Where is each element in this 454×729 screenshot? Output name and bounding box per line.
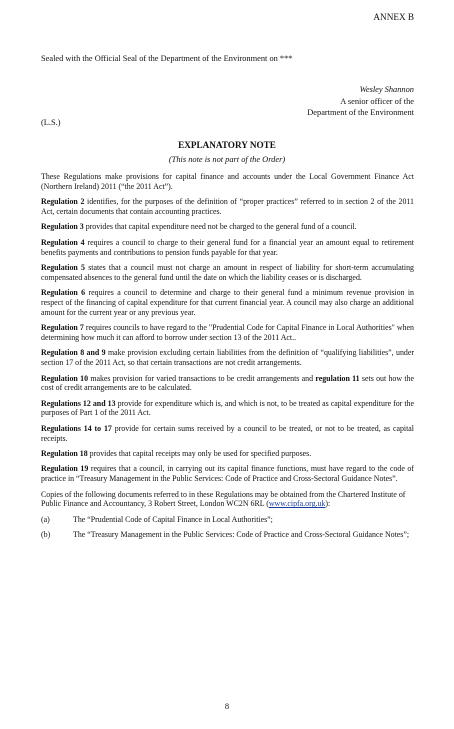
signatory-role: A senior officer of the [340,96,414,106]
list-item-text: The “Prudential Code of Capital Finance in Local Authorities”; [73,514,273,524]
cipfa-link[interactable]: www.cipfa.org.uk [268,499,326,509]
annex-label: ANNEX B [373,12,414,22]
paragraph: Regulation 18 provides that capital receipts may only be used for specified purposes. [41,449,312,459]
paragraph: Regulation 7 requires councils to have regard to the "Prudential Code for Capital Finance in Local Authorities" when determining how much it can afford to borrow under section 13 of the 2011 Act.. [41,323,414,342]
paragraph: Regulations 14 to 17 provide for certain sums received by a council to be treated, or not to be treated, as capital receipts. [41,423,415,443]
list-item-text: The “Treasury Management in the Public Services: Code of Practice and Cross-Sectoral Guidance Notes”; [73,529,410,539]
list-item [41,515,414,525]
paragraph: Regulation 8 and 9 make provision excluding certain liabilities from the definition of “qualifying liabilities”, under section 17 of the 2011 Act, so that certain transactions are not credit arrangements. [41,348,414,368]
seal-statement: Sealed with the Official Seal of the Department of the Environment on *** [41,54,293,63]
paragraph: Regulation 4 requires a council to charge to their general fund for a financial year an amount equal to retirement benefits payments and contributions to pension funds payable for that year. [41,237,414,257]
list-item [41,530,414,540]
paragraph: Regulation 10 makes provision for varied transactions to be credit arrangements and regulation 11 sets out how the cost of credit arrangements are to be calculated. [41,373,414,393]
ls-mark: (L.S.) [41,118,61,127]
signature-block [307,84,414,119]
paragraph: Regulations 12 and 13 provide for expenditure which is, and which is not, to be treated as capital expenditure for the purposes of Part 1 of the 2011 Act. [41,398,414,418]
explanatory-note-title: EXPLANATORY NOTE [178,140,276,150]
signatory-name: Wesley Shannon [359,85,414,94]
paragraph: These Regulations make provisions for capital finance and accounts under the Local Government Finance Act (Northern Ireland) 2011 (“the 2011 Act”). [41,172,414,191]
list-marker: (a) [41,514,50,524]
list-marker: (b) [41,529,51,539]
paragraph: Regulation 3 provides that capital expenditure need not be charged to the general fund of a council. [41,222,357,232]
paragraph: Regulation 2 identifies, for the purposes of the definition of “proper practices” referred to in section 2 of the 2011 Act, certain documents that contain accounting practices. [41,197,414,216]
page-number: 8 [224,702,230,711]
paragraph: Regulation 19 requires that a council, in carrying out its capital finance functions, must have regard to the code of practice in “Treasury Management in the Public Services: Code of Practice and Cross-Sectoral Guidance Notes”. [41,464,414,484]
explanatory-note-body [41,172,414,544]
paragraph: Regulation 6 requires a council to determine and charge to their general fund a minimum revenue provision in respect of the financing of capital expenditure for that current financial year. A council may also charge an additional amount for the current year or any previous year. [41,288,414,317]
explanatory-note-subtitle: (This note is not part of the Order) [168,155,286,164]
copies-paragraph: Copies of the following documents referred to in these Regulations may be obtained from the Chartered Institute of Public Finance and Accountancy, 3 Robert Street, London WC2N 6RL (www.cipfa.org.uk): [41,489,406,509]
signatory-department: Department of the Environment [307,108,414,118]
paragraph: Regulation 5 states that a council must not charge an amount in respect of liability for short-term accumulating compensated absences to the general fund until the date on which the liability ceases or is discharged. [41,262,414,282]
